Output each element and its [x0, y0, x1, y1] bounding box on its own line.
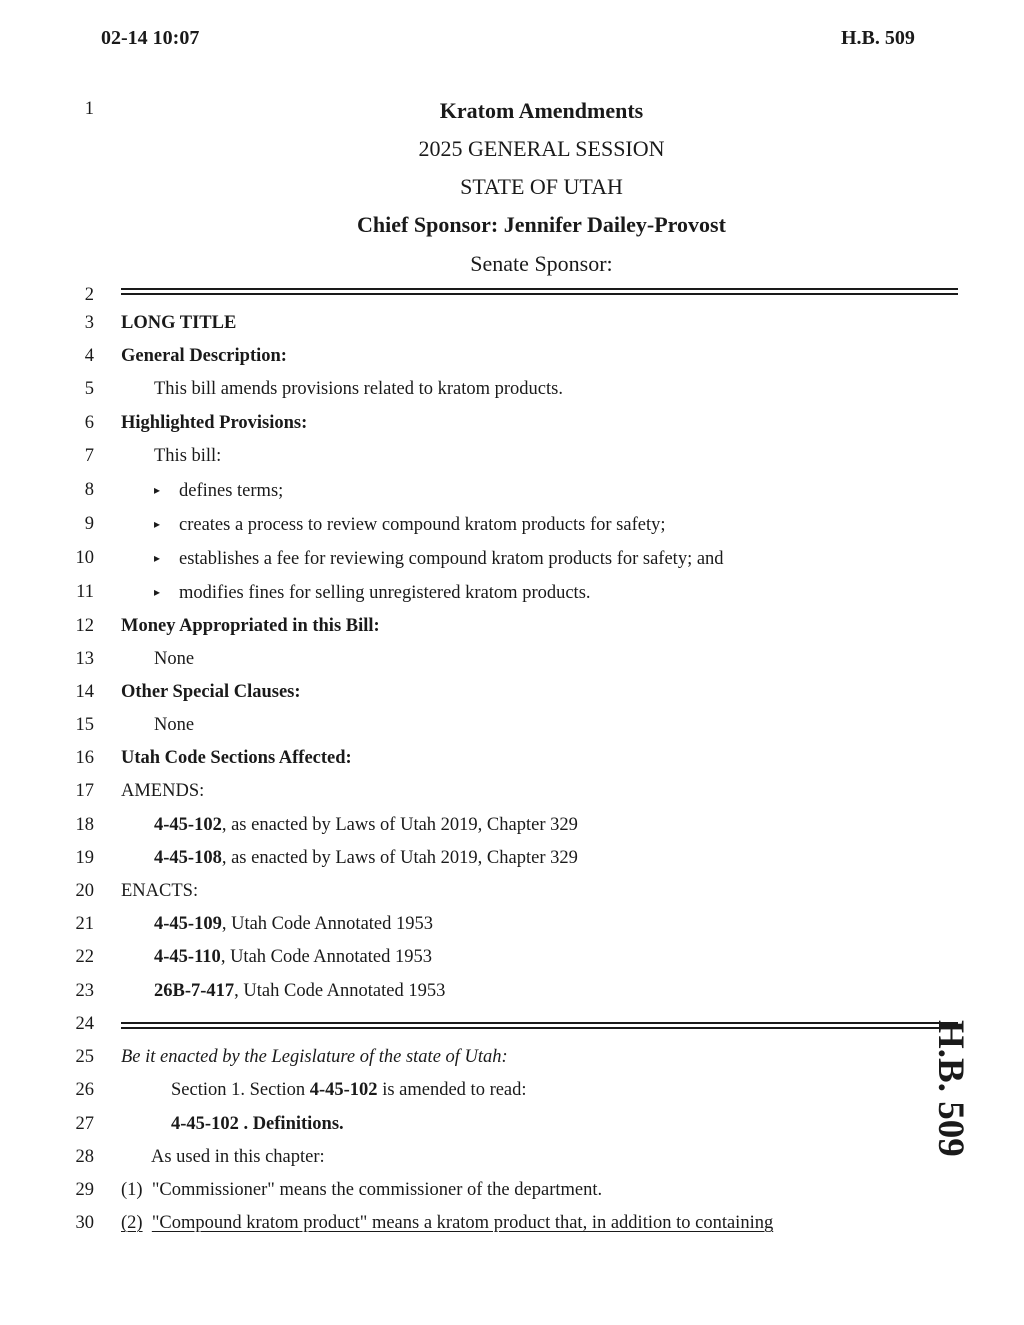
line-number: 20 [75, 881, 94, 901]
line-number: 6 [84, 413, 94, 433]
side-bill-label: H.B. 509 [930, 1020, 971, 1157]
section-directive: Section 1. Section 4-45-102 is amended to read: [171, 1080, 527, 1100]
other-special-clauses-label: Other Special Clauses: [121, 682, 301, 702]
money-appropriated-label: Money Appropriated in this Bill: [121, 616, 380, 636]
line-number: 10 [75, 548, 94, 568]
amended-section: 4-45-108, as enacted by Laws of Utah 2019, Chapter 329 [154, 848, 578, 868]
header-timestamp: 02-14 10:07 [101, 27, 200, 49]
amends-label: AMENDS: [121, 781, 205, 801]
general-description: This bill amends provisions related to kratom products. [154, 379, 563, 399]
line-number: 19 [75, 848, 94, 868]
header-bill-number: H.B. 509 [841, 27, 915, 49]
enacted-section: 4-45-110, Utah Code Annotated 1953 [154, 947, 432, 967]
definitions-intro: As used in this chapter: [151, 1147, 325, 1167]
line-number: 29 [75, 1180, 94, 1200]
bill-title: Kratom Amendments [439, 98, 644, 123]
line-number: 23 [75, 981, 94, 1001]
definition-1: (1) "Commissioner" means the commissioner of the department. [121, 1180, 603, 1200]
enacting-clause: Be it enacted by the Legislature of the state of Utah: [121, 1047, 508, 1067]
line-number: 18 [75, 815, 94, 835]
line-number: 2 [84, 285, 94, 305]
double-rule [121, 288, 958, 295]
general-description-label: General Description: [121, 346, 287, 366]
highlighted-provisions-label: Highlighted Provisions: [121, 413, 308, 433]
line-number: 14 [75, 682, 94, 702]
bullet-icon: ▸ [154, 551, 161, 565]
bullet-icon: ▸ [154, 517, 161, 531]
line-number: 24 [75, 1014, 94, 1034]
line-number: 4 [84, 346, 94, 366]
bullet-icon: ▸ [154, 483, 161, 497]
line-number: 1 [84, 99, 94, 119]
long-title-heading: LONG TITLE [121, 313, 237, 333]
amended-section: 4-45-102, as enacted by Laws of Utah 2019, Chapter 329 [154, 815, 578, 835]
line-number: 13 [75, 649, 94, 669]
provision-item: ▸ defines terms; [154, 478, 283, 503]
other-special-clauses-value: None [154, 715, 195, 735]
line-number: 15 [75, 715, 94, 735]
line-number: 3 [84, 313, 94, 333]
provision-item: ▸ creates a process to review compound kratom products for safety; [154, 512, 665, 537]
sections-affected-label: Utah Code Sections Affected: [121, 748, 352, 768]
enacted-section: 4-45-109, Utah Code Annotated 1953 [154, 914, 434, 934]
session: 2025 GENERAL SESSION [418, 136, 665, 161]
line-number: 22 [75, 947, 94, 967]
line-number: 30 [75, 1213, 94, 1233]
line-number: 17 [75, 781, 94, 801]
provision-item: ▸ modifies fines for selling unregistered kratom products. [154, 580, 591, 605]
line-number: 26 [75, 1080, 94, 1100]
section-heading: 4-45-102 . Definitions. [171, 1114, 344, 1134]
line-number: 21 [75, 914, 94, 934]
enacted-section: 26B-7-417, Utah Code Annotated 1953 [154, 981, 446, 1001]
line-number: 25 [75, 1047, 94, 1067]
senate-sponsor: Senate Sponsor: [470, 251, 613, 276]
state: STATE OF UTAH [460, 174, 623, 199]
this-bill: This bill: [154, 446, 222, 466]
line-number: 12 [75, 616, 94, 636]
line-number: 27 [75, 1114, 94, 1134]
line-number: 5 [84, 379, 94, 399]
line-number: 8 [84, 480, 94, 500]
definition-2: (2) "Compound kratom product" means a kratom product that, in addition to containing [121, 1213, 774, 1233]
line-number: 9 [84, 514, 94, 534]
line-number: 28 [75, 1147, 94, 1167]
provision-item: ▸ establishes a fee for reviewing compound kratom products for safety; and [154, 546, 724, 571]
enacts-label: ENACTS: [121, 881, 199, 901]
double-rule [121, 1022, 958, 1029]
line-number: 7 [84, 446, 94, 466]
line-number: 11 [76, 582, 94, 602]
bullet-icon: ▸ [154, 585, 161, 599]
line-number: 16 [75, 748, 94, 768]
money-appropriated-value: None [154, 649, 195, 669]
chief-sponsor: Chief Sponsor: Jennifer Dailey-Provost [357, 212, 726, 237]
